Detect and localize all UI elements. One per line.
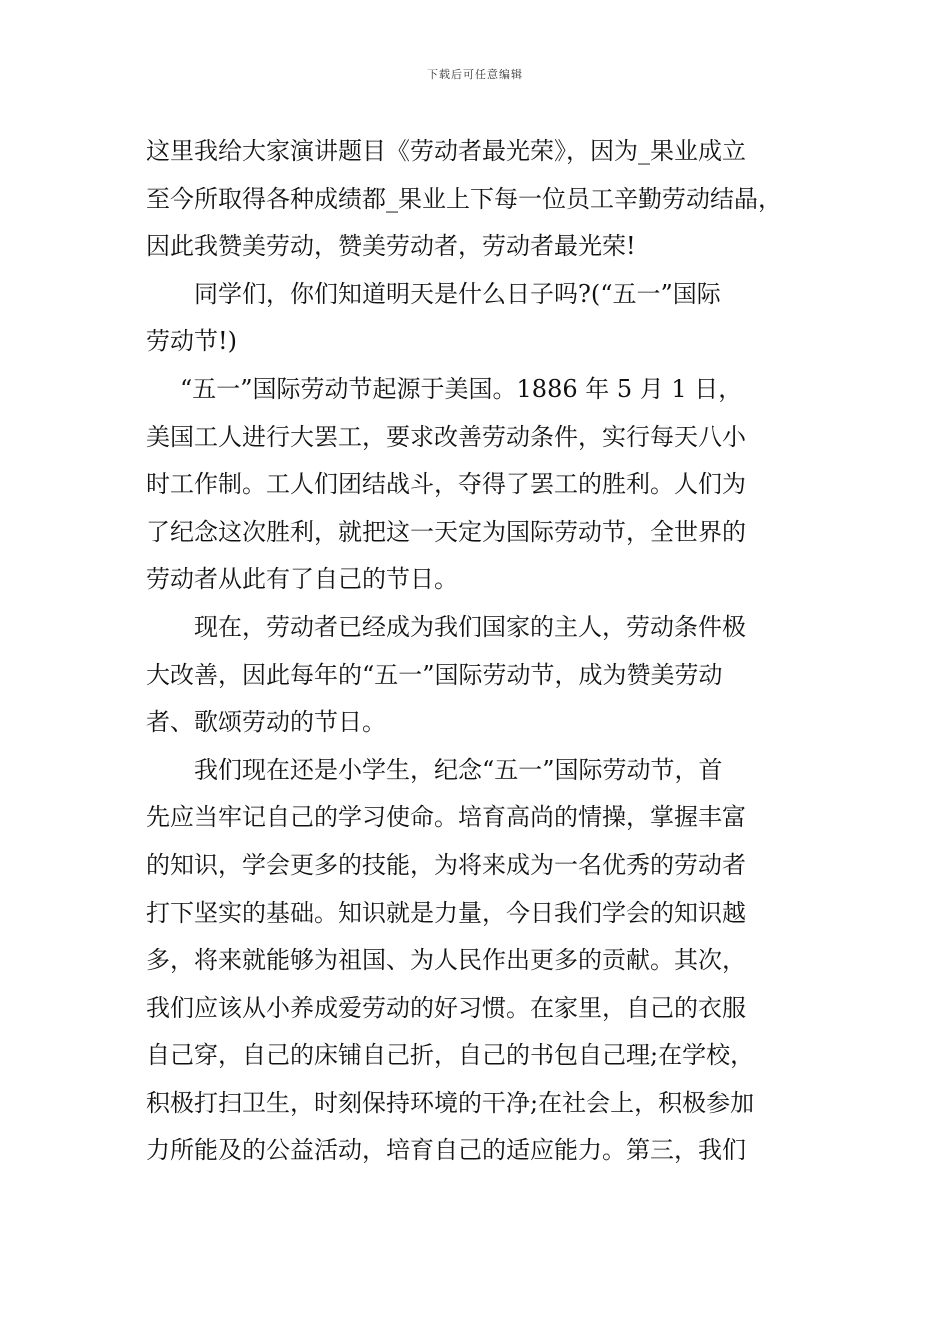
text-line: 者、歌颂劳动的节日。: [146, 708, 386, 737]
paragraph-start-line: 现在，劳动者已经成为我们国家的主人，劳动条件极: [194, 612, 746, 641]
text-line: 劳动者从此有了自己的节日。: [146, 565, 458, 594]
document-body: [146, 128, 816, 1175]
paragraph-start-line: 同学们，你们知道明天是什么日子吗?(“五一”国际: [194, 279, 721, 308]
page-header: 下载后可任意编辑: [427, 68, 523, 81]
text-line: 多，将来就能够为祖国、为人民作出更多的贡献。其次，: [146, 946, 746, 975]
text-line: 大改善，因此每年的“五一”国际劳动节，成为赞美劳动: [146, 660, 723, 689]
text-line: 我们应该从小养成爱劳动的好习惯。在家里，自己的衣服: [146, 993, 746, 1022]
text-line: 时工作制。工人们团结战斗，夺得了罢工的胜利。人们为: [146, 470, 746, 499]
paragraph-start-line: 我们现在还是小学生，纪念“五一”国际劳动节，首: [194, 755, 723, 784]
text-line: 力所能及的公益活动，培育自己的适应能力。第三，我们: [146, 1136, 746, 1165]
text-line: 先应当牢记自己的学习使命。培育高尚的情操，掌握丰富: [146, 803, 746, 832]
text-line: 美国工人进行大罢工，要求改善劳动条件，实行每天八小: [146, 422, 746, 451]
text-line: 的知识，学会更多的技能，为将来成为一名优秀的劳动者: [146, 850, 746, 879]
text-line: 因此我赞美劳动，赞美劳动者，劳动者最光荣!: [146, 232, 636, 261]
text-line: 至今所取得各种成绩都_果业上下每一位员工辛勤劳动结晶，: [146, 184, 782, 213]
text-line: 打下坚实的基础。知识就是力量，今日我们学会的知识越: [146, 898, 746, 927]
text-line: 劳动节!): [146, 327, 238, 356]
text-line: 自己穿，自己的床铺自己折，自己的书包自己理;在学校，: [146, 1041, 755, 1070]
text-line: 了纪念这次胜利，就把这一天定为国际劳动节，全世界的: [146, 517, 746, 546]
paragraph-start-line: “五一”国际劳动节起源于美国。1886 年 5 月 1 日，: [180, 374, 743, 403]
text-line: 这里我给大家演讲题目《劳动者最光荣》，因为_果业成立: [146, 137, 746, 165]
text-line: 积极打扫卫生，时刻保持环境的干净;在社会上，积极参加: [146, 1088, 755, 1117]
